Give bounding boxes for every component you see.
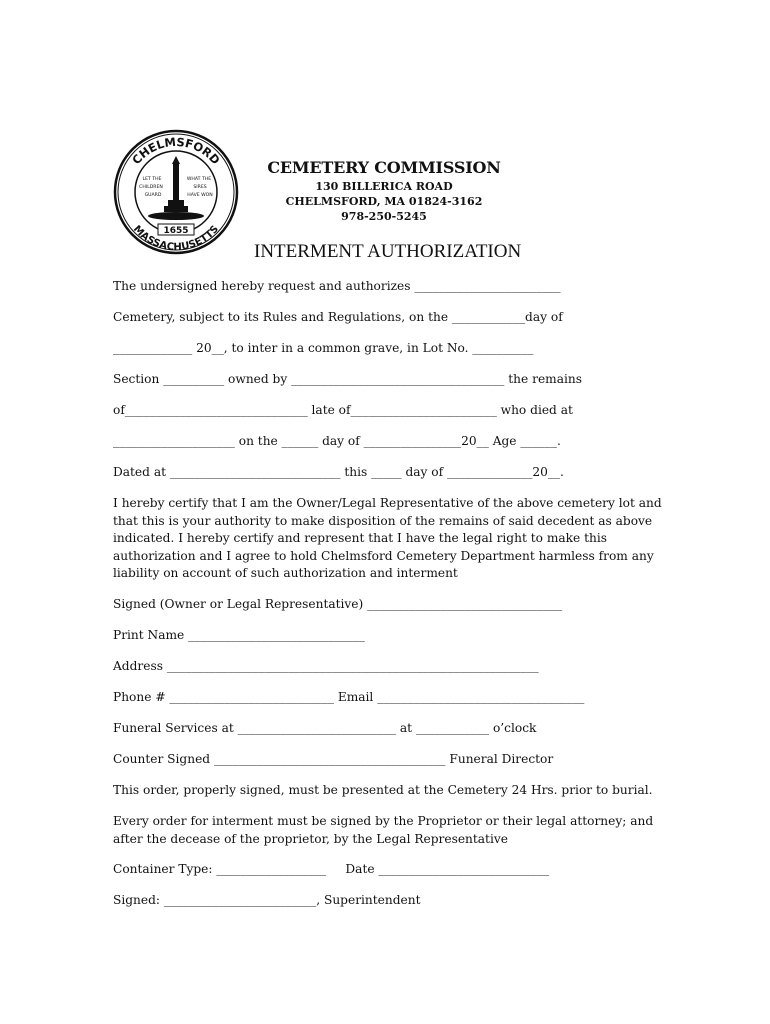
address-line2: CHELMSFORD, MA 01824-3162 xyxy=(285,195,483,208)
form-line-death-date[interactable]: ____________________ on the ______ day of ________________20__ Age ______. xyxy=(113,434,561,448)
presentation-notice: This order, properly signed, must be presented at the Cemetery 24 Hrs. prior to burial. xyxy=(113,783,653,797)
motto-left-3: GUARD xyxy=(144,193,162,198)
proprietor-note xyxy=(113,813,673,848)
form-line-authorizes[interactable]: The undersigned hereby request and authorizes ________________________ xyxy=(113,279,561,293)
certification-line: authorization and I agree to hold Chelmsford Cemetery Department harmless from any xyxy=(113,548,654,563)
form-line-lot[interactable]: _____________ 20__, to inter in a common grave, in Lot No. __________ xyxy=(113,341,534,355)
form-line-cemetery[interactable]: Cemetery, subject to its Rules and Regulations, on the ____________day of xyxy=(113,310,563,324)
superintendent-signed-line[interactable]: Signed: _________________________, Superintendent xyxy=(113,893,421,907)
phone-email-line[interactable]: Phone # ___________________________ Email __________________________________ xyxy=(113,690,585,704)
proprietor-note-line: Every order for interment must be signed by the Proprietor or their legal attorney; and xyxy=(113,814,654,828)
form-line-dated-at[interactable]: Dated at ____________________________ this _____ day of ______________20__. xyxy=(113,465,564,479)
address-line1: 130 BILLERICA ROAD xyxy=(315,180,453,193)
motto-right-2: SIRES xyxy=(193,185,207,190)
certification-line: I hereby certify that I am the Owner/Legal Representative of the above cemetery lot and xyxy=(113,496,662,510)
counter-signed-line[interactable]: Counter Signed ______________________________________ Funeral Director xyxy=(113,752,554,766)
seal-year: 1655 xyxy=(163,226,189,236)
motto-right-1: WHAT THE xyxy=(186,177,212,182)
container-date-line[interactable]: Container Type: __________________ Date ____________________________ xyxy=(113,862,550,876)
certification-line: that this is your authority to make disposition of the remains of said decedent as above xyxy=(113,513,653,528)
certification-line: indicated. I hereby certify and represent that I have the legal right to make this xyxy=(113,531,608,545)
print-name-line[interactable]: Print Name _____________________________ xyxy=(113,628,365,642)
proprietor-note-line: after the decease of the proprietor, by the Legal Representative xyxy=(113,831,508,846)
funeral-services-line[interactable]: Funeral Services at __________________________ at ____________ o’clock xyxy=(113,721,537,735)
signed-owner-line[interactable]: Signed (Owner or Legal Representative) ________________________________ xyxy=(113,597,563,611)
form-line-deceased[interactable]: of______________________________ late of________________________ who died at xyxy=(113,403,573,417)
motto-right-3: HAVE WON xyxy=(187,193,213,198)
address-line[interactable]: Address _____________________________________________________________ xyxy=(113,659,539,673)
seal-top-text: CHELMSFORD xyxy=(129,134,223,168)
seal-bottom-text: MASSACHUSETTS xyxy=(130,223,222,254)
commission-phone: 978-250-5245 xyxy=(341,210,427,223)
form-line-section[interactable]: Section __________ owned by ___________________________________ the remains xyxy=(113,372,582,386)
motto-left-1: LET THE xyxy=(142,177,162,182)
document-title: INTERMENT AUTHORIZATION xyxy=(254,241,522,262)
certification-paragraph xyxy=(113,495,673,583)
certification-line: liability on account of such authorization and interment xyxy=(113,566,458,580)
town-seal xyxy=(112,128,240,256)
motto-left-2: CHILDREN xyxy=(139,185,163,190)
commission-title: CEMETERY COMMISSION xyxy=(267,158,501,177)
